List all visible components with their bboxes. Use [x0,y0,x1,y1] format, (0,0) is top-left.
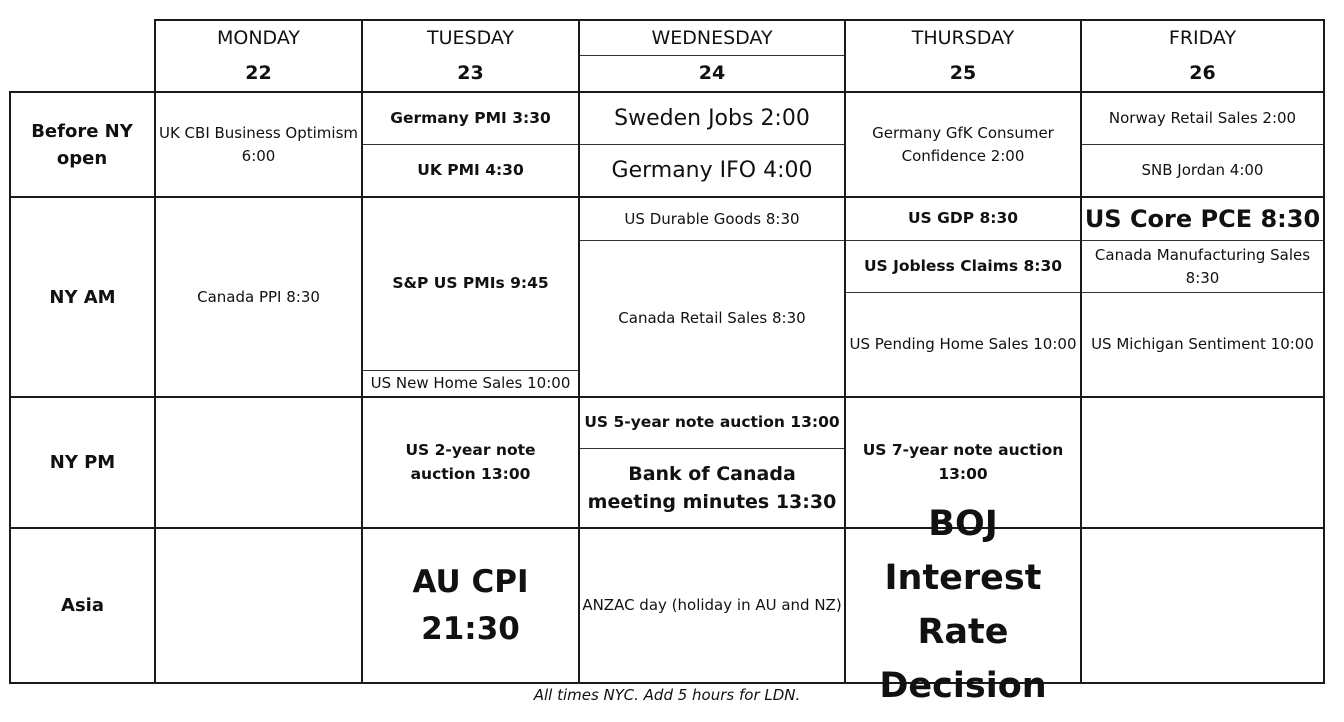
event-uk-pmi: UK PMI 4:30 [417,160,524,179]
day-date-thursday: 25 [949,61,977,84]
row-label-asia: Asia [61,595,104,616]
grid-line [580,55,845,56]
row-label-ny-pm: NY PM [49,452,116,473]
day-date-tuesday: 23 [457,61,484,84]
event-us-7y-auction: US 7-year note auction 13:00 [862,441,1064,483]
row-label-before-ny-open: Before NY open [31,120,133,169]
day-date-friday: 26 [1189,61,1216,84]
event-us-new-home-sales: US New Home Sales 10:00 [370,374,571,393]
footer-note: All times NYC. Add 5 hours for LDN. [533,685,801,704]
event-us-2y-auction: US 2-year note auction 13:00 [405,441,536,483]
event-norway-retail: Norway Retail Sales 2:00 [1108,109,1297,128]
day-name-friday: FRIDAY [1168,26,1237,49]
day-name-thursday: THURSDAY [911,26,1015,49]
day-date-wednesday: 24 [698,62,726,85]
event-germany-pmi: Germany PMI 3:30 [390,108,551,127]
event-germany-gfk: Germany GfK Consumer Confidence 2:00 [872,124,1054,165]
day-name-wednesday: WEDNESDAY [651,26,773,49]
event-anzac-day: ANZAC day (holiday in AU and NZ) [582,596,842,615]
event-boj-rate-decision: BOJ Interest Rate Decision [879,503,1047,707]
grid-line [154,19,1325,21]
event-sweden-jobs: Sweden Jobs 2:00 [614,106,810,131]
day-date-monday: 22 [245,61,272,84]
event-canada-manufacturing-sales: Canada Manufacturing Sales 8:30 [1094,246,1311,287]
event-canada-ppi: Canada PPI 8:30 [197,287,320,306]
event-us-michigan-sentiment: US Michigan Sentiment 10:00 [1091,335,1314,354]
event-us-gdp: US GDP 8:30 [907,209,1019,228]
event-canada-retail-sales: Canada Retail Sales 8:30 [618,309,806,328]
event-au-cpi: AU CPI 21:30 [412,564,529,647]
event-us-5y-auction: US 5-year note auction 13:00 [584,413,840,432]
event-uk-cbi: UK CBI Business Optimism 6:00 [158,124,359,165]
event-germany-ifo: Germany IFO 4:00 [611,158,813,183]
day-name-monday: MONDAY [217,26,300,49]
row-label-ny-am: NY AM [49,286,116,308]
event-us-durable-goods: US Durable Goods 8:30 [624,209,800,228]
day-name-tuesday: TUESDAY [426,26,514,49]
event-us-core-pce: US Core PCE 8:30 [1084,205,1321,233]
event-snb-jordan: SNB Jordan 4:00 [1141,161,1264,180]
event-sp-us-pmis: S&P US PMIs 9:45 [392,274,549,293]
grid-line [1323,19,1325,684]
event-us-pending-home-sales: US Pending Home Sales 10:00 [849,335,1077,354]
event-boc-minutes: Bank of Canada meeting minutes 13:30 [587,462,837,513]
event-us-jobless-claims: US Jobless Claims 8:30 [863,256,1063,275]
